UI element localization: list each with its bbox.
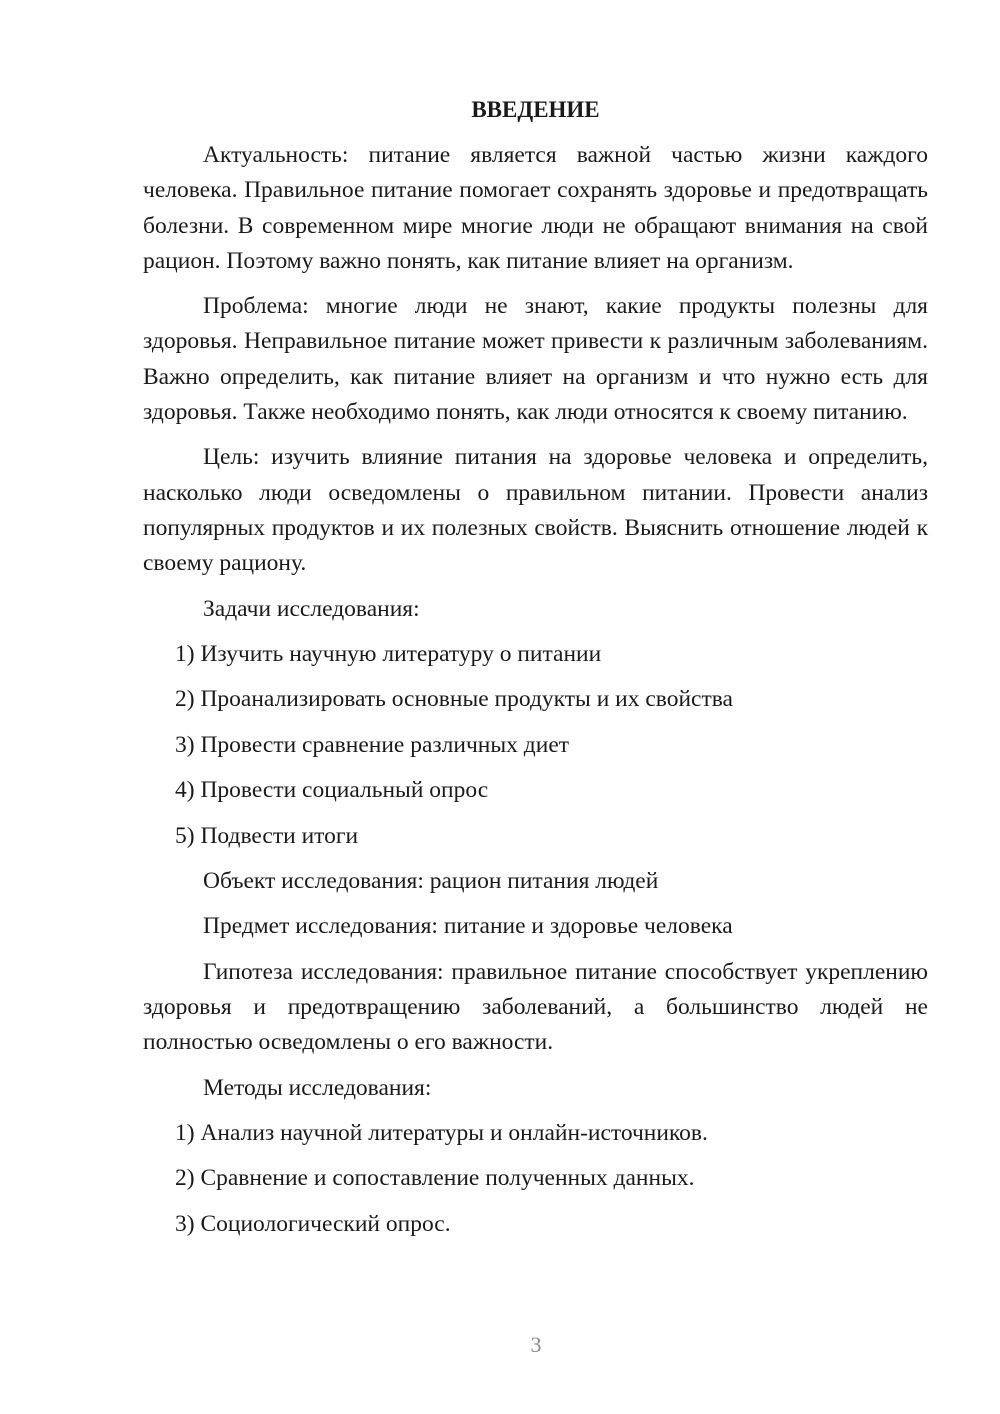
method-item: 3) Социологический опрос. [175, 1210, 451, 1237]
hypothesis-paragraph: Гипотеза исследования: правильное питание способствует укреплению здоровья и предотвращению заболеваний, а большинство людей не полностью осведомлены о его важности. [143, 958, 928, 1056]
relevance-paragraph: Актуальность: питание является важной частью жизни каждого человека. Правильное питание помогает сохранять здоровье и предотвращать болезни. В современном мире многие люди не обращают внимания на свой рацион. Поэтому важно понять, как питание влияет на организм. [143, 142, 928, 274]
page-number: 3 [530, 1332, 542, 1357]
problem-paragraph: Проблема: многие люди не знают, какие продукты полезны для здоровья. Неправильное питание может привести к различным заболеваниям. Важно определить, как питание влияет на организм и что нужно есть для здоровья. Также необходимо понять, как люди относятся к своему питанию. [143, 293, 928, 426]
task-item: 2) Проанализировать основные продукты и их свойства [175, 686, 733, 713]
method-item: 2) Сравнение и сопоставление полученных данных. [175, 1165, 695, 1192]
research-subject: Предмет исследования: питание и здоровье человека [203, 913, 733, 940]
task-item: 5) Подвести итоги [175, 822, 359, 849]
method-item: 1) Анализ научной литературы и онлайн-источников. [175, 1119, 708, 1146]
page-title: ВВЕДЕНИЕ [471, 97, 600, 122]
methods-heading: Методы исследования: [203, 1074, 432, 1101]
task-item: 4) Провести социальный опрос [175, 777, 489, 804]
goal-paragraph: Цель: изучить влияние питания на здоровье человека и определить, насколько люди осведомлены о правильном питании. Провести анализ популярных продуктов и их полезных свойств. Выяснить отношение людей к своему рациону. [143, 444, 928, 577]
task-item: 3) Провести сравнение различных диет [175, 731, 570, 758]
research-object: Объект исследования: рацион питания людей [203, 867, 659, 894]
tasks-heading: Задачи исследования: [203, 595, 420, 622]
page-content [143, 92, 928, 1252]
task-item: 1) Изучить научную литературу о питании [175, 640, 602, 667]
